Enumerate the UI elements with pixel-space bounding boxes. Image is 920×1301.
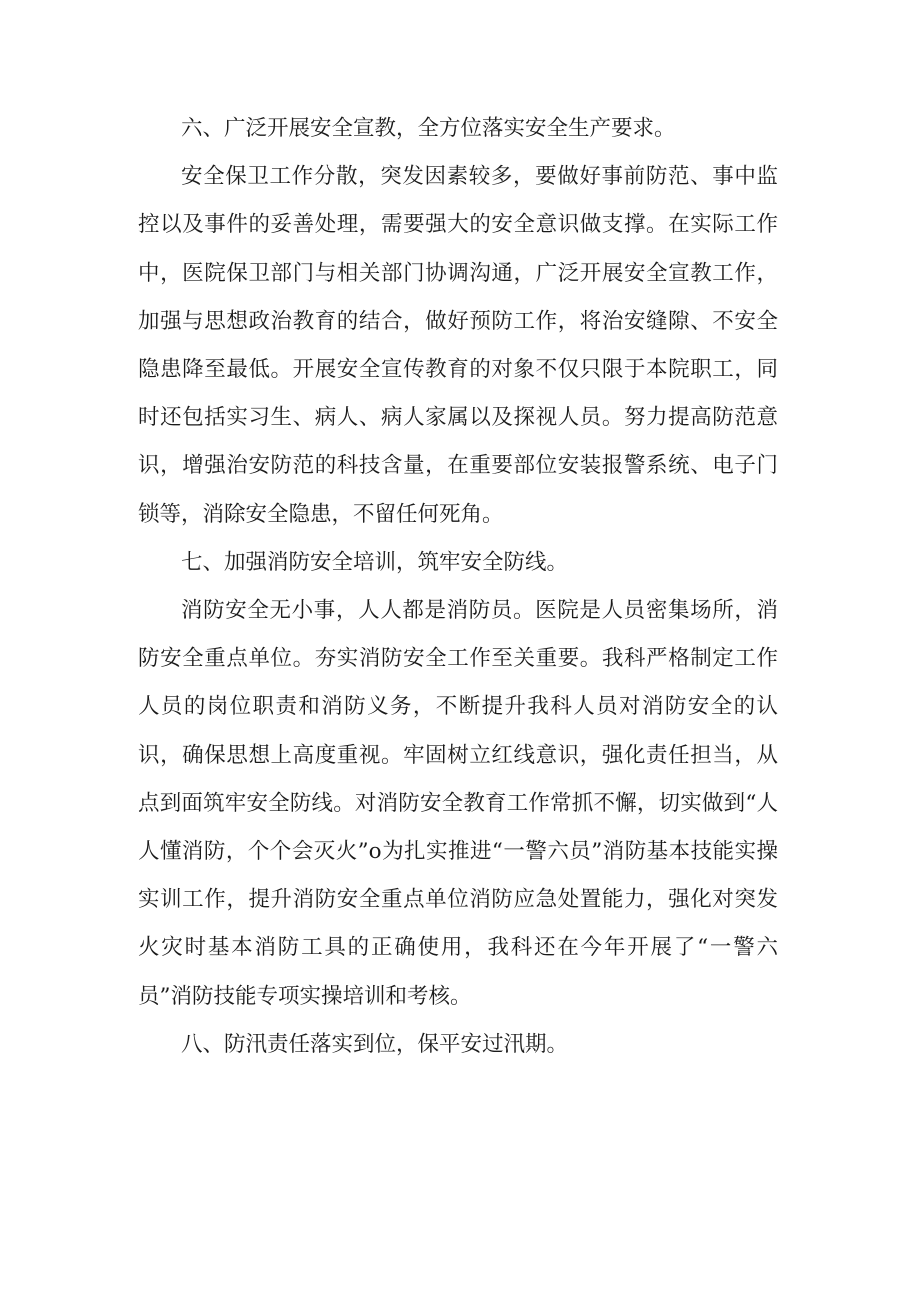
section-paragraph-6: 安全保卫工作分散，突发因素较多，要做好事前防范、事中监控以及事件的妥善处理，需要强大的安全意识做支撑。在实际工作中，医院保卫部门与相关部门协调沟通，广泛开展安全宣教工作，加强与思想政治教育的结合，做好预防工作，将治安缝隙、不安全隐患降至最低。开展安全宣传教育的对象不仅只限于本院职工，同时还包括实习生、病人、病人家属以及探视人员。努力提高防范意识，增强治安防范的科技含量，在重要部位安装报警系统、电子门锁等，消除安全隐患，不留任何死角。 [138, 164, 778, 527]
section-heading-6: 六、广泛开展安全宣教，全方位落实安全生产要求。 [181, 116, 676, 141]
section-paragraph-7: 消防安全无小事，人人都是消防员。医院是人员密集场所，消防安全重点单位。夯实消防安全工作至关重要。我科严格制定工作人员的岗位职责和消防义务，不断提升我科人员对消防安全的认识，确保思想上高度重视。牢固树立红线意识，强化责任担当，从点到面筑牢安全防线。对消防安全教育工作常抓不懈，切实做到“人人懂消防，个个会灭火”o为扎实推进“一警六员”消防基本技能实操实训工作，提升消防安全重点单位消防应急处置能力，强化对突发火灾时基本消防工具的正确使用，我科还在今年开展了“一警六员”消防技能专项实操培训和考核。 [138, 598, 778, 1009]
section-heading-7: 七、加强消防安全培训，筑牢安全防线。 [181, 549, 569, 575]
section-heading-8: 八、防汛责任落实到位，保平安过汛期。 [181, 1031, 569, 1057]
document-body [138, 105, 778, 1069]
